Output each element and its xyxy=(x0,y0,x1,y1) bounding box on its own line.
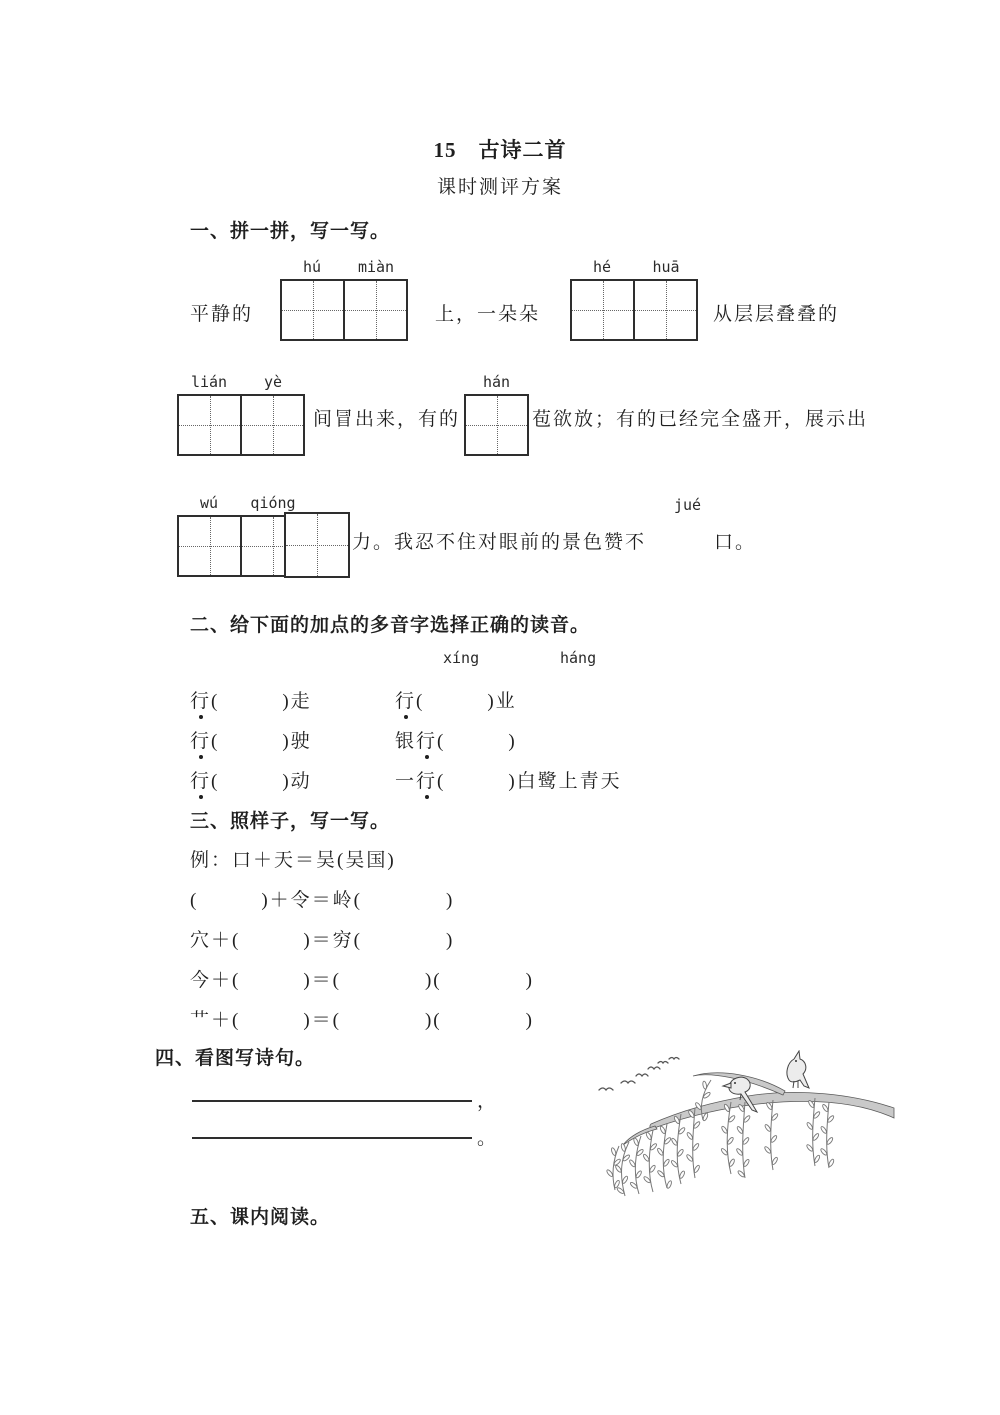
s1-row1-mid-text: 上，一朵朵 xyxy=(435,304,541,325)
s1-row1-lead-text: 平静的 xyxy=(190,304,254,325)
s3-row[interactable]: 艹＋( )＝( )( ) xyxy=(190,1010,534,1031)
s1-row1-tail-text: 从层层叠叠的 xyxy=(713,304,840,325)
tianzige-cell[interactable] xyxy=(179,517,240,575)
tianzige-cell[interactable] xyxy=(572,281,633,339)
tianzige-cell[interactable] xyxy=(179,396,240,454)
s3-example: 例：口＋天＝吴(吴国) xyxy=(190,850,396,871)
s2-answer-slot[interactable]: ( )走 xyxy=(211,691,312,712)
tianzige-cell[interactable] xyxy=(282,281,343,339)
s2-plain-char: 一 xyxy=(395,771,417,792)
s2-answer-slot[interactable]: ( )业 xyxy=(416,691,517,712)
tianzige-cell[interactable] xyxy=(343,281,406,339)
s2-dotted-char: 行 xyxy=(416,766,437,793)
s2-row3-left xyxy=(190,766,312,793)
pinyin-label: hán xyxy=(482,373,511,391)
pinyin-label: hé xyxy=(592,258,612,276)
s2-answer-slot[interactable]: ( )白鹭上青天 xyxy=(437,771,622,792)
section-1-heading: 一、拼一拼，写一写。 xyxy=(190,221,391,242)
pinyin-label: qióng xyxy=(250,494,296,512)
s3-row[interactable]: 穴＋( )＝穷( ) xyxy=(190,930,455,951)
s3-row[interactable]: ( )＋令＝岭( ) xyxy=(190,890,455,911)
s1-row2-tail-text: 苞欲放；有的已经完全盛开，展示出 xyxy=(532,409,869,430)
s2-dotted-char: 行 xyxy=(190,726,211,753)
s1-row3-mid-text: 力。我忍不住对眼前的景色赞不 xyxy=(352,532,647,553)
s2-answer-slot[interactable]: ( ) xyxy=(437,731,517,752)
oriole-right xyxy=(787,1051,809,1088)
section-4-heading: 四、看图写诗句。 xyxy=(155,1048,316,1069)
s2-row2-left xyxy=(190,726,312,753)
tianzige-grid[interactable] xyxy=(464,373,529,456)
pinyin-label: hú xyxy=(302,258,322,276)
pinyin-label: yè xyxy=(263,373,283,391)
pinyin-label: huā xyxy=(652,258,680,276)
page-title: 15 古诗二首 xyxy=(433,138,567,162)
pinyin-label: jué xyxy=(674,496,702,514)
s2-answer-slot[interactable]: ( )动 xyxy=(211,771,312,792)
tianzige-cell[interactable] xyxy=(240,396,303,454)
pinyin-option-hang: háng xyxy=(560,649,597,667)
tianzige-grid[interactable] xyxy=(280,258,408,341)
answer-blank-line[interactable] xyxy=(192,1119,472,1139)
blank1-punctuation: ， xyxy=(477,1091,499,1112)
tianzige-cell-offset[interactable] xyxy=(284,512,350,578)
s2-row3-right xyxy=(395,766,622,793)
s3-row[interactable]: 今＋( )＝( )( ) xyxy=(190,970,534,991)
s2-plain-char: 银 xyxy=(395,731,417,752)
s2-row1-left xyxy=(190,686,312,713)
s2-dotted-char: 行 xyxy=(416,726,437,753)
answer-blank-line[interactable] xyxy=(192,1082,472,1102)
s1-row3-tail-text: 口。 xyxy=(714,532,757,553)
willow-birds-illustration xyxy=(583,1050,895,1205)
s1-row2-mid-text: 间冒出来，有的 xyxy=(313,409,461,430)
section-3-heading: 三、照样子，写一写。 xyxy=(190,811,391,832)
tianzige-grid[interactable] xyxy=(570,258,698,341)
tianzige-grid[interactable] xyxy=(177,373,305,456)
s2-row2-right xyxy=(395,726,517,753)
pinyin-label: miàn xyxy=(357,258,395,276)
s2-row1-right xyxy=(395,686,517,713)
pinyin-label: wú xyxy=(199,494,219,512)
flying-egrets xyxy=(599,1058,679,1091)
tianzige-cell[interactable] xyxy=(633,281,696,339)
s2-dotted-char: 行 xyxy=(190,766,211,793)
pinyin-label: lián xyxy=(190,373,228,391)
blank2-punctuation: 。 xyxy=(477,1128,499,1149)
section-2-heading: 二、给下面的加点的多音字选择正确的读音。 xyxy=(190,615,591,636)
s2-answer-slot[interactable]: ( )驶 xyxy=(211,731,312,752)
tianzige-cell[interactable] xyxy=(466,396,527,454)
section-5-heading: 五、课内阅读。 xyxy=(190,1207,331,1228)
s2-dotted-char: 行 xyxy=(190,686,211,713)
pinyin-option-xing: xíng xyxy=(443,649,480,667)
page-subtitle: 课时测评方案 xyxy=(436,177,563,198)
s2-dotted-char: 行 xyxy=(395,686,416,713)
